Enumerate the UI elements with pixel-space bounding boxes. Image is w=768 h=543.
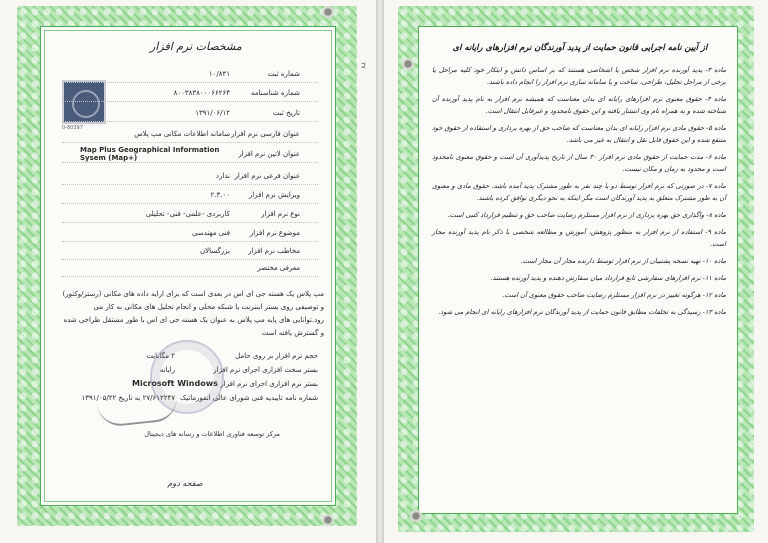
row-divider — [62, 241, 318, 242]
spec-label: ویرایش نرم افزار — [248, 191, 300, 199]
article-paragraph: ماده ۹- استفاده از نرم افزار به منظور پژوهش، آموزش و مطالعه شخصی با ذکر نام پدید آورنده مجاز است. — [432, 228, 726, 249]
row-divider — [62, 203, 318, 204]
right-page — [384, 0, 768, 543]
article-paragraph: ماده ۳- پدید آورنده نرم افزار شخص یا اشخاصی هستند که بر اساس دانش و ابتکار خود کلیه مراحل یا برخی از مراحل تحلیل، طراحی، ساخت و یا سامانه سازی نرم افزار را انجام داده باشند. — [432, 66, 727, 87]
spec-label: تاریخ ثبت — [272, 109, 300, 117]
signature-org-text: مرکز توسعه فناوری اطلاعات و رسانه های دیجیتال — [144, 430, 280, 438]
seal-label: 0-80397 — [62, 125, 83, 131]
left-page-title: مشخصات نرم افزار — [150, 40, 242, 53]
row-divider — [62, 162, 318, 163]
article-paragraph: ماده ۴- حقوق معنوی نرم افزارهای رایانه ای بدان معناست که همیشه نرم افزار به نام پدید آورنده آن شناخته شده و به همراه نام وی انتشار یافته و این حقوق نامحدود و غیرقابل انتقال است. — [432, 95, 727, 116]
spec-value: بزرگسالان — [199, 247, 230, 255]
right-page-title: از آیین نامه اجرایی قانون حمایت از پدید آورندگان نرم افزارهای رایانه ای — [452, 42, 708, 52]
side-page-number: ۳۷ — [359, 62, 367, 69]
row-divider — [62, 184, 318, 185]
articles-body — [432, 64, 726, 504]
row-divider — [62, 259, 318, 260]
software-description: مپ پلاس یک هسته جی ای اس در بعدی است که برای ارایه داده های مکانی (رستر/وکتور) و توصیفی روی بستر اینترنت یا شبکه محلی و انجام تحلیل های مکانی به کار می رود.توانایی های پایه مپ پلاس به عنوان یک هسته جی ای اس با طور مستقل طراحی شده و گسترش یافته است — [62, 290, 324, 337]
bottom-spec-label: بستر سخت افزاری اجرای نرم افزار — [213, 366, 318, 374]
row-divider — [62, 101, 318, 102]
binder-hole-top-icon — [402, 58, 414, 70]
spec-value: ۱۰/۸۴۱ — [208, 70, 230, 78]
book-gutter — [376, 0, 384, 543]
spec-label: شماره شناسنامه — [250, 89, 300, 97]
spec-value: فنی مهندسی — [192, 229, 230, 237]
bottom-spec-label: بستر نرم افزاری اجرای نرم افزار — [220, 380, 318, 388]
binder-hole-top-icon — [322, 6, 334, 18]
article-paragraph: ماده ۱۱- نرم افزارهای سفارشی تابع قرارداد میان سفارش دهنده و پدید آورنده هستند. — [490, 274, 726, 282]
left-page-footer: صفحه دوم — [167, 479, 203, 488]
article-paragraph: ماده ۱۰- تهیه نسخه پشتیبان از نرم افزار توسط دارنده مجاز آن مجاز است. — [520, 257, 726, 265]
row-divider — [62, 121, 318, 122]
spec-value: سامانه اطلاعات مکانی مپ پلاس — [134, 130, 230, 138]
spec-value: ۱۳۹۱/۰۶/۱۲ — [195, 109, 230, 117]
article-paragraph: ماده ۱۲- هرگونه تغییر در نرم افزار مستلزم رضایت صاحب حقوق معنوی آن است. — [502, 291, 726, 299]
bottom-spec-label: شماره نامه تاییدیه فنی شورای عالی انفورماتیک — [179, 394, 318, 402]
spec-label: موضوع نرم افزار — [249, 229, 300, 237]
left-page — [0, 0, 376, 543]
bottom-spec-value: رایانه — [159, 366, 175, 374]
spec-label: نوع نرم افزار — [261, 210, 300, 218]
article-paragraph: ماده ۱۳- رسیدگی به تخلفات مطابق قانون حمایت از پدید آورندگان نرم افزارهای رایانه ای انجام می شود. — [438, 308, 726, 316]
spec-label: مخاطب نرم افزار — [248, 247, 300, 255]
binder-hole-bottom-icon — [322, 514, 334, 526]
bottom-spec-label: حجم نرم افزار بر روی حامل — [235, 352, 318, 360]
article-paragraph: ماده ۸- واگذاری حق بهره برداری از نرم افزار مستلزم رضایت صاحب حق و تنظیم قرارداد کتبی است. — [447, 211, 726, 219]
row-divider — [62, 82, 318, 83]
bottom-spec-value: ۲ مگابایت — [146, 352, 175, 360]
bottom-spec-value: Microsoft Windows — [132, 379, 218, 388]
article-paragraph: ماده ۶- مدت حمایت از حقوق مادی نرم افزار ۳۰ سال از تاریخ پدیدآوری آن است و حقوق معنوی نامحدود است و محدود به زمان و مکان نیست. — [432, 153, 727, 174]
hologram-seal-image — [62, 80, 106, 124]
article-paragraph: ماده ۷- در صورتی که نرم افزار توسط دو یا چند نفر به طور مشترک پدید آمده باشد، حقوق مادی و معنوی آن به طور مشترک متعلق به پدید آورندگان است مگر اینکه به نحو دیگری توافق کرده باشند. — [432, 182, 726, 203]
binder-hole-bottom-icon — [410, 510, 422, 522]
row-divider — [62, 222, 318, 223]
spec-value: Map Plus Geographical Information Sysem (Map+) — [80, 146, 220, 162]
spec-value: ۲.۳.۰۰ — [210, 191, 230, 199]
spec-label: عنوان فرعی نرم افزار — [234, 172, 300, 180]
bottom-spec-value: ۲۷/۶۱۲۲۴۷ به تاریخ ۱۳۹۱/۰۵/۲۲ — [81, 394, 175, 402]
spec-label: عنوان فارسی نرم افزار — [231, 130, 300, 138]
spec-value: کاربردی -علمی- فنی- تحلیلی — [145, 210, 230, 218]
spec-label: عنوان لاتین نرم افزار — [238, 150, 300, 158]
spec-value: ۸۰۰۳۸۳۸۰۰۰۶۶۲۶۴ — [173, 89, 230, 97]
article-paragraph: ماده ۵- حقوق مادی نرم افزار رایانه ای بدان معناست که صاحب حق از بهره برداری و استفاده از حقوق خود منتفع شده و این حقوق قابل نقل و انتقال به غیر می باشد. — [432, 124, 727, 145]
row-divider — [62, 276, 318, 277]
spec-label: معرفی مختصر — [257, 264, 300, 272]
row-divider — [62, 142, 318, 143]
spec-label: شماره ثبت — [267, 70, 300, 78]
spec-value: ندارد — [215, 172, 230, 180]
